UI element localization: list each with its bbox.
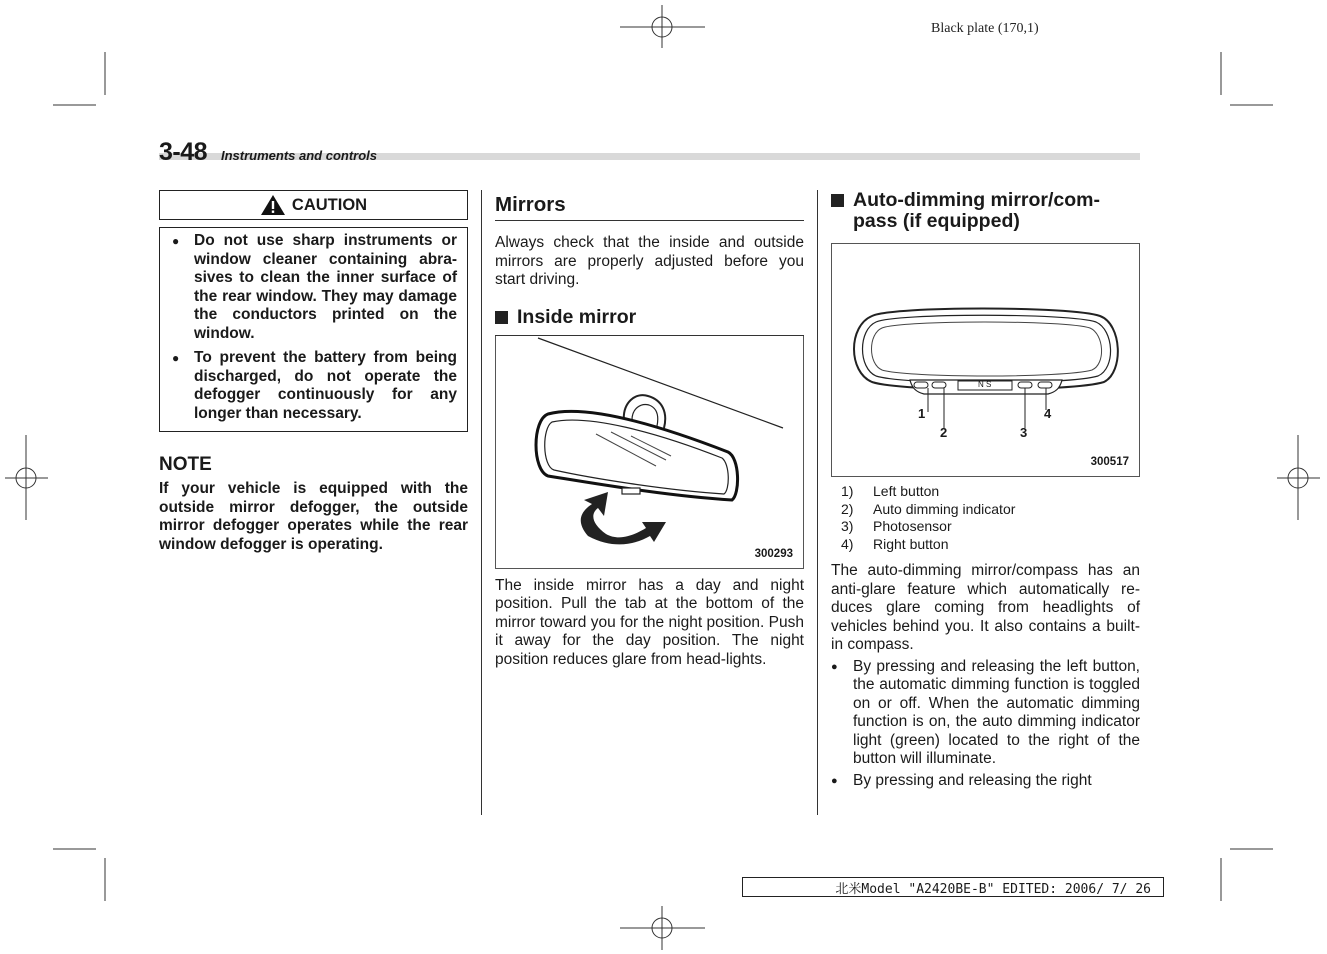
callout-4: 4 bbox=[1044, 406, 1052, 421]
figure-code: 300517 bbox=[1090, 456, 1129, 468]
bullet-item: ● By pressing and releasing the right bbox=[831, 771, 1092, 789]
inside-mirror-text: The inside mirror has a day and night position. Pull the tab at the bottom of the mirror toward you for the night position. Push it away for the day position. The night position reduces glare from head-lights. bbox=[495, 576, 804, 668]
column-2 bbox=[495, 190, 804, 669]
bullet-icon: ● bbox=[831, 774, 838, 787]
mirrors-intro: Always check that the inside and outside mirrors are properly adjusted before you start driving. bbox=[495, 234, 804, 288]
inside-mirror-figure bbox=[495, 336, 804, 569]
callout-3: 3 bbox=[1020, 425, 1028, 440]
compass-display: N S bbox=[978, 380, 992, 389]
auto-dimming-description: The auto-dimming mirror/compass has an anti-glare feature which automatically re-duces glare coming from headlights of vehicles behind you. It also contains a built-in compass. bbox=[831, 562, 1140, 653]
legend-item: 3) Photosensor bbox=[841, 518, 952, 534]
warning-triangle-icon bbox=[260, 194, 286, 216]
auto-dimming-mirror-illustration bbox=[832, 244, 1139, 476]
caution-item: ● To prevent the battery from being discharged, do not operate the defogger continuously for any longer than necessary. bbox=[172, 349, 457, 422]
bullet-item: ● By pressing and releasing the left button, the automatic dimming function is toggled on or off. When the automatic dimming function is on, the auto dimming indicator light (green) located to the right of the button will illuminate. bbox=[831, 657, 1140, 767]
column-3 bbox=[831, 190, 1140, 790]
column-divider-right bbox=[817, 190, 818, 815]
section-square-icon bbox=[495, 311, 508, 324]
inside-mirror-illustration bbox=[496, 336, 803, 568]
inside-mirror-heading: Inside mirror bbox=[495, 306, 804, 336]
mirrors-heading: Mirrors bbox=[495, 193, 804, 221]
column-divider-left bbox=[481, 190, 482, 815]
bullet-icon: ● bbox=[831, 660, 838, 673]
edit-footer: 北米Model "A2420BE-B" EDITED: 2006/ 7/ 26 bbox=[742, 877, 1164, 897]
caution-item: ● Do not use sharp instruments or window cleaner containing abra-sives to clean the inner surface of the rear window. They may damage the conductors printed on the window. bbox=[172, 232, 457, 342]
plate-label: Black plate (170,1) bbox=[931, 21, 1039, 36]
bullet-icon: ● bbox=[172, 234, 180, 248]
callout-1: 1 bbox=[918, 406, 926, 421]
legend-item: 1) Left button bbox=[841, 483, 940, 499]
figure-code: 300293 bbox=[754, 547, 793, 560]
note-text: If your vehicle is equipped with the outside mirror defogger, the outside mirror defogger operates while the rear window defogger is operating. bbox=[159, 480, 468, 553]
caution-title: CAUTION bbox=[291, 195, 368, 214]
note-title: NOTE bbox=[159, 454, 212, 475]
section-title: Instruments and controls bbox=[221, 148, 378, 163]
legend-item: 2) Auto dimming indicator bbox=[841, 500, 1016, 517]
auto-dimming-figure bbox=[831, 243, 1140, 477]
page-number: 3-48 bbox=[159, 138, 208, 166]
legend-item: 4) Right button bbox=[841, 535, 949, 552]
column-1 bbox=[159, 190, 468, 554]
caution-header bbox=[159, 190, 468, 220]
figure-legend bbox=[831, 483, 1140, 553]
caution-box bbox=[159, 227, 468, 432]
auto-dimming-heading: Auto-dimming mirror/com- pass (if equipped) bbox=[831, 190, 1140, 232]
bullet-icon: ● bbox=[172, 351, 180, 365]
callout-2: 2 bbox=[940, 425, 948, 440]
section-square-icon bbox=[831, 194, 844, 207]
